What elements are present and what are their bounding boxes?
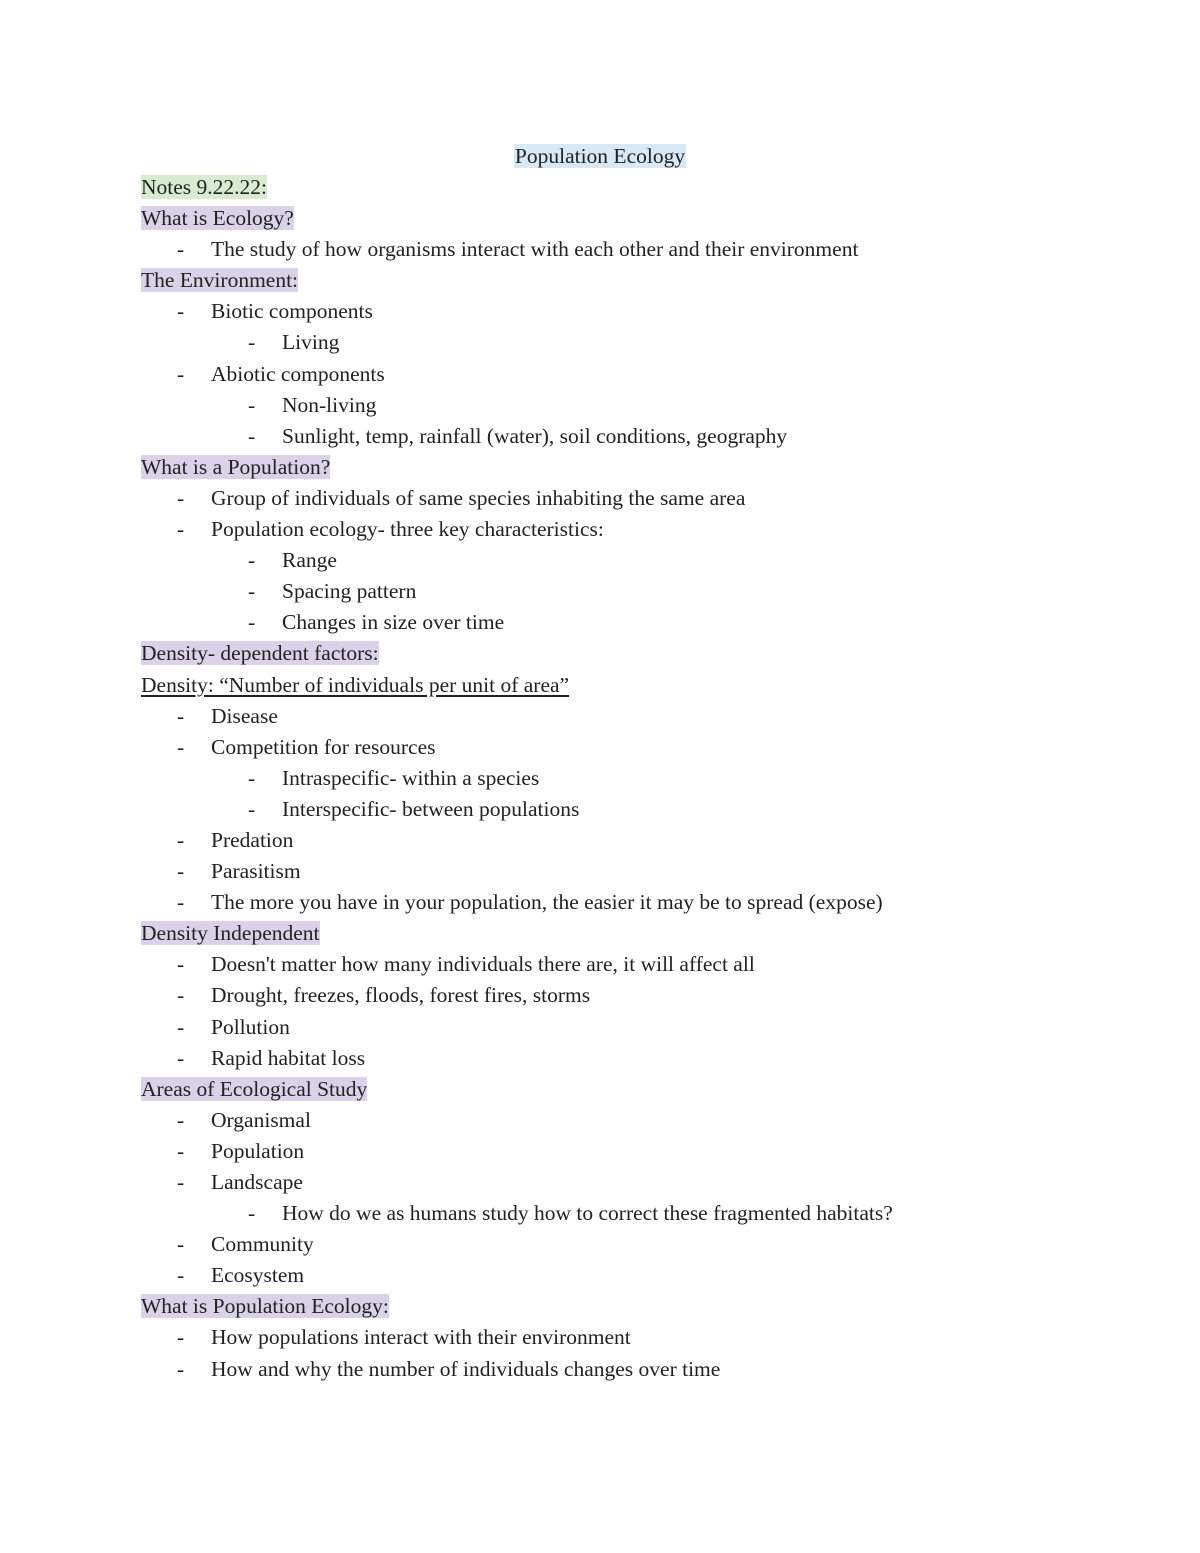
list-item [141, 1136, 1141, 1167]
list-item-text: Living [282, 330, 340, 355]
heading-text: The Environment: [141, 268, 299, 293]
list-item-text: Population ecology- three key characteristics: [211, 517, 604, 542]
section-heading [141, 670, 1141, 701]
list-item [141, 390, 1141, 421]
list-item [141, 1167, 1141, 1198]
list-item [141, 514, 1141, 545]
heading-text: Density- dependent factors: [141, 641, 379, 666]
document-title-line [0, 141, 1200, 172]
dash-bullet-icon: - [177, 983, 185, 1008]
list-item-text: Intraspecific- within a species [282, 765, 540, 790]
list-item-text: Disease [211, 703, 278, 728]
section-heading [141, 918, 1141, 949]
list-item-text: Interspecific- between populations [282, 796, 580, 821]
section-heading [141, 1074, 1141, 1105]
dash-bullet-icon: - [177, 703, 185, 728]
dash-bullet-icon: - [248, 330, 256, 355]
list-item-text: Range [282, 548, 337, 573]
list-item [141, 1354, 1141, 1385]
section-heading [141, 1291, 1141, 1322]
dash-bullet-icon: - [177, 1356, 185, 1381]
heading-text: What is a Population? [141, 454, 331, 479]
list-item-text: Drought, freezes, floods, forest fires, storms [211, 983, 591, 1008]
dash-bullet-icon: - [177, 517, 185, 542]
list-item [141, 359, 1141, 390]
list-item [141, 1260, 1141, 1291]
list-item-text: How do we as humans study how to correct these fragmented habitats? [282, 1201, 893, 1226]
list-item [141, 607, 1141, 638]
list-item [141, 1105, 1141, 1136]
list-item [141, 980, 1141, 1011]
list-item [141, 856, 1141, 887]
list-item-text: Competition for resources [211, 734, 436, 759]
dash-bullet-icon: - [177, 1045, 185, 1070]
list-item-text: Doesn't matter how many individuals there are, it will affect all [211, 952, 755, 977]
list-item-text: Changes in size over time [282, 610, 505, 635]
list-item-text: How populations interact with their environment [211, 1325, 631, 1350]
heading-text: Density: “Number of individuals per unit of area” [141, 672, 570, 697]
list-item-text: Sunlight, temp, rainfall (water), soil conditions, geography [282, 423, 788, 448]
list-item [141, 794, 1141, 825]
list-item-text: Landscape [211, 1170, 303, 1194]
list-item [141, 825, 1141, 856]
list-item-text: Pollution [211, 1014, 290, 1039]
notes-body [141, 172, 1141, 1385]
list-item-text: Population [211, 1138, 305, 1163]
list-item-text: Biotic components [211, 299, 373, 324]
list-item-text: The more you have in your population, the easier it may be to spread (expose) [211, 890, 883, 915]
dash-bullet-icon: - [177, 237, 185, 262]
list-item [141, 1043, 1141, 1074]
section-heading [141, 638, 1141, 669]
dash-bullet-icon: - [177, 1232, 185, 1257]
list-item [141, 234, 1141, 265]
list-item-text: Ecosystem [211, 1263, 305, 1288]
list-item [141, 701, 1141, 732]
list-item-text: Rapid habitat loss [211, 1045, 366, 1070]
list-item [141, 421, 1141, 452]
list-item [141, 1198, 1141, 1229]
list-item-text: Group of individuals of same species inhabiting the same area [211, 485, 746, 510]
list-item [141, 1229, 1141, 1260]
list-item-text: Abiotic components [211, 361, 385, 386]
dash-bullet-icon: - [177, 485, 185, 510]
list-item [141, 1012, 1141, 1043]
dash-bullet-icon: - [248, 765, 256, 790]
list-item-text: Spacing pattern [282, 579, 417, 604]
heading-text: What is Population Ecology: [141, 1294, 389, 1319]
section-heading [141, 265, 1141, 296]
dash-bullet-icon: - [177, 1014, 185, 1039]
dash-bullet-icon: - [177, 859, 185, 884]
heading-text: Areas of Ecological Study [141, 1076, 368, 1101]
dash-bullet-icon: - [177, 1107, 185, 1132]
dash-bullet-icon: - [177, 1325, 185, 1350]
list-item [141, 887, 1141, 918]
dash-bullet-icon: - [177, 734, 185, 759]
dash-bullet-icon: - [177, 1263, 185, 1288]
list-item [141, 949, 1141, 980]
dash-bullet-icon: - [248, 548, 256, 573]
dash-bullet-icon: - [177, 827, 185, 852]
dash-bullet-icon: - [248, 1201, 256, 1226]
dash-bullet-icon: - [248, 423, 256, 448]
list-item [141, 545, 1141, 576]
list-item-text: Parasitism [211, 859, 301, 884]
dash-bullet-icon: - [248, 579, 256, 604]
list-item-text: Predation [211, 827, 294, 852]
dash-bullet-icon: - [177, 890, 185, 915]
list-item-text: Non-living [282, 392, 377, 417]
list-item [141, 296, 1141, 327]
heading-text: Density Independent [141, 921, 320, 946]
heading-text: Notes 9.22.22: [141, 175, 268, 199]
dash-bullet-icon: - [177, 361, 185, 386]
list-item-text: Organismal [211, 1107, 311, 1132]
list-item [141, 1322, 1141, 1353]
list-item [141, 732, 1141, 763]
dash-bullet-icon: - [177, 1138, 185, 1163]
dash-bullet-icon: - [248, 796, 256, 821]
dash-bullet-icon: - [248, 610, 256, 635]
section-heading [141, 172, 1141, 203]
list-item [141, 483, 1141, 514]
list-item-text: The study of how organisms interact with each other and their environment [211, 237, 859, 262]
list-item-text: How and why the number of individuals changes over time [211, 1356, 721, 1381]
list-item [141, 327, 1141, 358]
dash-bullet-icon: - [177, 952, 185, 977]
list-item-text: Community [211, 1232, 314, 1257]
section-heading [141, 452, 1141, 483]
dash-bullet-icon: - [177, 299, 185, 324]
dash-bullet-icon: - [248, 392, 256, 417]
dash-bullet-icon: - [177, 1170, 185, 1194]
list-item [141, 576, 1141, 607]
section-heading [141, 203, 1141, 234]
list-item [141, 763, 1141, 794]
heading-text: What is Ecology? [141, 206, 294, 231]
document-title: Population Ecology [514, 144, 686, 168]
